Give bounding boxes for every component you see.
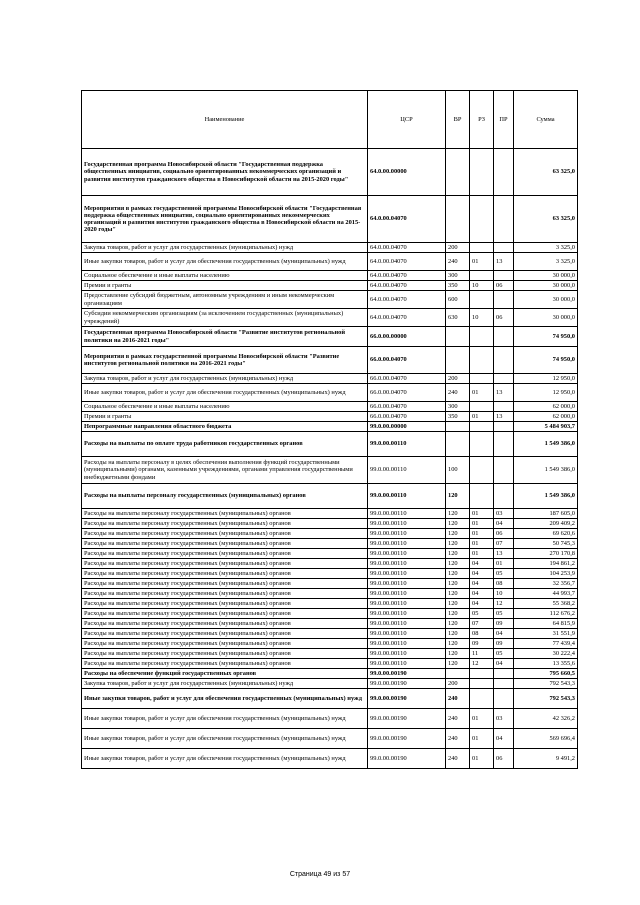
table-row <box>82 422 578 432</box>
cell-pr <box>494 422 514 432</box>
cell-name: Премии и гранты <box>82 412 368 422</box>
table-row <box>82 384 578 402</box>
cell-sum: 5 484 903,7 <box>514 422 578 432</box>
cell-sum: 62 000,0 <box>514 402 578 412</box>
cell-name: Закупка товаров, работ и услуг для государственных (муниципальных) нужд <box>82 243 368 253</box>
cell-sum: 69 620,6 <box>514 529 578 539</box>
cell-csr: 99.0.00.00110 <box>368 484 446 509</box>
cell-csr: 66.0.00.00000 <box>368 327 446 347</box>
header-pr: ПР <box>494 91 514 149</box>
cell-name: Расходы на выплаты персоналу государственных (муниципальных) органов <box>82 579 368 589</box>
cell-name: Расходы на выплаты персоналу государственных (муниципальных) органов <box>82 509 368 519</box>
cell-csr: 66.0.00.04070 <box>368 384 446 402</box>
cell-rz <box>470 243 494 253</box>
cell-name: Иные закупки товаров, работ и услуг для обеспечения государственных (муниципальных) нужд <box>82 729 368 749</box>
cell-vr: 200 <box>446 374 470 384</box>
cell-name: Расходы на выплаты персоналу государственных (муниципальных) органов <box>82 649 368 659</box>
cell-vr: 120 <box>446 519 470 529</box>
cell-csr: 99.0.00.00000 <box>368 422 446 432</box>
cell-name: Расходы на выплаты персоналу государственных (муниципальных) органов <box>82 519 368 529</box>
cell-rz <box>470 484 494 509</box>
cell-pr <box>494 484 514 509</box>
table-row <box>82 327 578 347</box>
cell-rz: 01 <box>470 509 494 519</box>
cell-sum: 12 950,0 <box>514 384 578 402</box>
table-row <box>82 402 578 412</box>
cell-vr: 100 <box>446 457 470 484</box>
cell-csr: 99.0.00.00110 <box>368 559 446 569</box>
cell-vr: 120 <box>446 609 470 619</box>
cell-csr: 99.0.00.00110 <box>368 539 446 549</box>
cell-name: Расходы на выплаты персоналу государственных (муниципальных) органов <box>82 559 368 569</box>
cell-pr: 13 <box>494 549 514 559</box>
cell-name: Мероприятия в рамках государственной программы Новосибирской области "Развитие институтов региональной политики на 2016-2021 годы" <box>82 347 368 374</box>
cell-rz <box>470 432 494 457</box>
cell-sum: 795 660,5 <box>514 669 578 679</box>
cell-rz <box>470 679 494 689</box>
cell-vr: 120 <box>446 579 470 589</box>
cell-rz: 04 <box>470 599 494 609</box>
cell-sum: 63 325,0 <box>514 149 578 196</box>
cell-name: Расходы на выплаты персоналу государственных (муниципальных) органов <box>82 529 368 539</box>
cell-csr: 66.0.00.04070 <box>368 347 446 374</box>
cell-sum: 270 170,8 <box>514 549 578 559</box>
cell-name: Расходы на выплаты персоналу государственных (муниципальных) органов <box>82 484 368 509</box>
cell-pr <box>494 689 514 709</box>
cell-rz <box>470 402 494 412</box>
cell-name: Иные закупки товаров, работ и услуг для обеспечения государственных (муниципальных) нужд <box>82 689 368 709</box>
cell-sum: 1 549 386,0 <box>514 457 578 484</box>
cell-sum: 104 253,9 <box>514 569 578 579</box>
cell-sum: 3 325,0 <box>514 243 578 253</box>
cell-rz <box>470 457 494 484</box>
cell-sum: 31 551,9 <box>514 629 578 639</box>
cell-name: Расходы на выплаты персоналу государственных (муниципальных) органов <box>82 589 368 599</box>
cell-vr: 240 <box>446 253 470 271</box>
cell-rz <box>470 271 494 281</box>
cell-sum: 194 861,2 <box>514 559 578 569</box>
cell-csr: 64.0.00.04070 <box>368 271 446 281</box>
cell-sum: 30 222,4 <box>514 649 578 659</box>
cell-name: Расходы на выплаты персоналу в целях обеспечения выполнения функций государственными (муниципальными) органами, казенными учреждениями, органами управления государственными внебюджетными фондами <box>82 457 368 484</box>
cell-pr <box>494 679 514 689</box>
table-row <box>82 347 578 374</box>
cell-rz: 07 <box>470 619 494 629</box>
cell-pr: 05 <box>494 609 514 619</box>
cell-vr <box>446 196 470 243</box>
cell-name: Закупка товаров, работ и услуг для государственных (муниципальных) нужд <box>82 374 368 384</box>
cell-csr: 99.0.00.00110 <box>368 619 446 629</box>
cell-sum: 55 368,2 <box>514 599 578 609</box>
cell-vr: 120 <box>446 619 470 629</box>
table-row <box>82 509 578 519</box>
table-row <box>82 709 578 729</box>
cell-rz: 01 <box>470 749 494 769</box>
table-row <box>82 271 578 281</box>
cell-sum: 792 543,3 <box>514 689 578 709</box>
cell-rz <box>470 149 494 196</box>
cell-csr: 99.0.00.00110 <box>368 589 446 599</box>
table-row <box>82 457 578 484</box>
cell-csr: 66.0.00.04070 <box>368 374 446 384</box>
cell-sum: 77 439,4 <box>514 639 578 649</box>
table-row <box>82 374 578 384</box>
cell-csr: 99.0.00.00110 <box>368 639 446 649</box>
cell-rz: 01 <box>470 539 494 549</box>
table-row <box>82 749 578 769</box>
cell-name: Непрограммные направления областного бюджета <box>82 422 368 432</box>
cell-vr: 120 <box>446 649 470 659</box>
cell-sum: 187 605,0 <box>514 509 578 519</box>
cell-csr: 99.0.00.00110 <box>368 457 446 484</box>
table-row <box>82 679 578 689</box>
cell-pr: 12 <box>494 599 514 609</box>
cell-csr: 64.0.00.04070 <box>368 291 446 309</box>
table-row <box>82 529 578 539</box>
cell-rz: 04 <box>470 579 494 589</box>
cell-pr <box>494 271 514 281</box>
cell-pr <box>494 347 514 374</box>
cell-rz: 01 <box>470 729 494 749</box>
cell-csr: 99.0.00.00110 <box>368 432 446 457</box>
cell-name: Расходы на выплаты персоналу государственных (муниципальных) органов <box>82 639 368 649</box>
cell-sum: 50 745,3 <box>514 539 578 549</box>
cell-name: Иные закупки товаров, работ и услуг для обеспечения государственных (муниципальных) нужд <box>82 253 368 271</box>
cell-csr: 64.0.00.00000 <box>368 149 446 196</box>
table-row <box>82 729 578 749</box>
cell-csr: 66.0.00.04070 <box>368 402 446 412</box>
cell-vr: 200 <box>446 243 470 253</box>
cell-pr: 06 <box>494 749 514 769</box>
cell-csr: 99.0.00.00190 <box>368 669 446 679</box>
cell-csr: 99.0.00.00110 <box>368 649 446 659</box>
table-row <box>82 589 578 599</box>
table-row <box>82 649 578 659</box>
table-row <box>82 619 578 629</box>
table-row <box>82 559 578 569</box>
cell-sum: 12 950,0 <box>514 374 578 384</box>
cell-pr <box>494 291 514 309</box>
table-row <box>82 569 578 579</box>
cell-rz: 04 <box>470 589 494 599</box>
cell-pr: 03 <box>494 709 514 729</box>
cell-vr: 350 <box>446 412 470 422</box>
cell-pr: 06 <box>494 529 514 539</box>
cell-vr <box>446 347 470 374</box>
cell-csr: 99.0.00.00190 <box>368 679 446 689</box>
cell-vr: 240 <box>446 709 470 729</box>
cell-csr: 99.0.00.00110 <box>368 629 446 639</box>
cell-vr <box>446 422 470 432</box>
cell-pr <box>494 402 514 412</box>
table-row <box>82 253 578 271</box>
cell-name: Расходы на выплаты персоналу государственных (муниципальных) органов <box>82 569 368 579</box>
header-sum: Сумма <box>514 91 578 149</box>
cell-csr: 66.0.00.04070 <box>368 412 446 422</box>
cell-pr <box>494 243 514 253</box>
cell-pr <box>494 669 514 679</box>
cell-vr: 120 <box>446 589 470 599</box>
cell-rz: 01 <box>470 253 494 271</box>
table-row <box>82 659 578 669</box>
cell-vr: 120 <box>446 569 470 579</box>
cell-vr: 120 <box>446 549 470 559</box>
cell-pr: 09 <box>494 619 514 629</box>
table-row <box>82 629 578 639</box>
cell-rz: 01 <box>470 384 494 402</box>
table-row <box>82 196 578 243</box>
cell-sum: 74 950,0 <box>514 347 578 374</box>
cell-pr <box>494 457 514 484</box>
cell-csr: 64.0.00.04070 <box>368 281 446 291</box>
table-row <box>82 243 578 253</box>
table-row <box>82 484 578 509</box>
cell-name: Расходы на обеспечение функций государственных органов <box>82 669 368 679</box>
cell-rz: 12 <box>470 659 494 669</box>
cell-pr <box>494 327 514 347</box>
table-header-row <box>82 91 578 149</box>
cell-vr: 120 <box>446 539 470 549</box>
cell-vr: 120 <box>446 509 470 519</box>
cell-name: Субсидии некоммерческим организациям (за исключением государственных (муниципальных) учреждений) <box>82 309 368 327</box>
cell-rz <box>470 669 494 679</box>
cell-csr: 64.0.00.04070 <box>368 253 446 271</box>
table-row <box>82 412 578 422</box>
cell-pr: 04 <box>494 629 514 639</box>
cell-rz <box>470 291 494 309</box>
cell-csr: 99.0.00.00110 <box>368 609 446 619</box>
cell-vr: 630 <box>446 309 470 327</box>
cell-rz <box>470 422 494 432</box>
cell-pr: 03 <box>494 509 514 519</box>
header-rz: РЗ <box>470 91 494 149</box>
cell-rz: 01 <box>470 709 494 729</box>
cell-name: Иные закупки товаров, работ и услуг для обеспечения государственных (муниципальных) нужд <box>82 749 368 769</box>
cell-rz: 01 <box>470 412 494 422</box>
cell-rz <box>470 327 494 347</box>
cell-sum: 9 491,2 <box>514 749 578 769</box>
header-vr: ВР <box>446 91 470 149</box>
cell-name: Закупка товаров, работ и услуг для государственных (муниципальных) нужд <box>82 679 368 689</box>
cell-csr: 99.0.00.00110 <box>368 579 446 589</box>
cell-sum: 30 000,0 <box>514 291 578 309</box>
cell-vr: 120 <box>446 484 470 509</box>
cell-sum: 209 409,2 <box>514 519 578 529</box>
cell-name: Государственная программа Новосибирской области "Развитие институтов региональной политики на 2016-2021 годы" <box>82 327 368 347</box>
cell-pr: 05 <box>494 649 514 659</box>
cell-pr <box>494 196 514 243</box>
cell-rz: 04 <box>470 569 494 579</box>
cell-csr: 64.0.00.04070 <box>368 243 446 253</box>
cell-name: Социальное обеспечение и иные выплаты населению <box>82 271 368 281</box>
cell-sum: 1 549 386,0 <box>514 484 578 509</box>
table-row <box>82 432 578 457</box>
cell-sum: 569 696,4 <box>514 729 578 749</box>
cell-vr: 350 <box>446 281 470 291</box>
cell-csr: 64.0.00.04070 <box>368 309 446 327</box>
cell-name: Предоставление субсидий бюджетным, автономным учреждениям и иным некоммерческим организациям <box>82 291 368 309</box>
budget-table <box>81 90 578 769</box>
cell-name: Иные закупки товаров, работ и услуг для обеспечения государственных (муниципальных) нужд <box>82 709 368 729</box>
cell-name: Социальное обеспечение и иные выплаты населению <box>82 402 368 412</box>
cell-rz: 01 <box>470 549 494 559</box>
cell-vr: 200 <box>446 679 470 689</box>
cell-vr <box>446 432 470 457</box>
cell-vr: 300 <box>446 271 470 281</box>
cell-rz <box>470 374 494 384</box>
cell-rz: 05 <box>470 609 494 619</box>
cell-vr: 120 <box>446 629 470 639</box>
cell-sum: 13 355,6 <box>514 659 578 669</box>
cell-sum: 42 326,2 <box>514 709 578 729</box>
cell-sum: 3 325,0 <box>514 253 578 271</box>
cell-rz: 04 <box>470 559 494 569</box>
table-row <box>82 281 578 291</box>
table-row <box>82 639 578 649</box>
cell-rz <box>470 196 494 243</box>
cell-pr: 13 <box>494 384 514 402</box>
cell-vr: 120 <box>446 639 470 649</box>
cell-vr: 600 <box>446 291 470 309</box>
cell-pr: 13 <box>494 253 514 271</box>
cell-vr: 240 <box>446 749 470 769</box>
cell-rz <box>470 689 494 709</box>
cell-sum: 30 000,0 <box>514 271 578 281</box>
table-row <box>82 609 578 619</box>
cell-pr: 05 <box>494 569 514 579</box>
table-row <box>82 519 578 529</box>
cell-name: Расходы на выплаты персоналу государственных (муниципальных) органов <box>82 609 368 619</box>
cell-rz <box>470 347 494 374</box>
cell-rz: 01 <box>470 529 494 539</box>
cell-pr <box>494 374 514 384</box>
cell-csr: 99.0.00.00190 <box>368 729 446 749</box>
cell-vr: 300 <box>446 402 470 412</box>
cell-csr: 99.0.00.00110 <box>368 569 446 579</box>
cell-sum: 30 000,0 <box>514 281 578 291</box>
table-row <box>82 149 578 196</box>
cell-vr <box>446 149 470 196</box>
cell-rz: 11 <box>470 649 494 659</box>
cell-pr <box>494 149 514 196</box>
cell-vr: 240 <box>446 689 470 709</box>
cell-sum: 44 993,7 <box>514 589 578 599</box>
table-row <box>82 549 578 559</box>
cell-name: Расходы на выплаты персоналу государственных (муниципальных) органов <box>82 629 368 639</box>
cell-sum: 64 815,9 <box>514 619 578 629</box>
cell-rz: 09 <box>470 639 494 649</box>
cell-pr: 04 <box>494 659 514 669</box>
page-number: Страница 49 из 57 <box>289 871 351 878</box>
cell-name: Расходы на выплаты персоналу государственных (муниципальных) органов <box>82 549 368 559</box>
cell-vr: 120 <box>446 529 470 539</box>
cell-name: Расходы на выплаты персоналу государственных (муниципальных) органов <box>82 539 368 549</box>
cell-vr: 120 <box>446 559 470 569</box>
cell-vr: 120 <box>446 659 470 669</box>
cell-sum: 792 543,3 <box>514 679 578 689</box>
cell-pr: 01 <box>494 559 514 569</box>
cell-name: Мероприятия в рамках государственной программы Новосибирской области "Государственная поддержка общественных инициатив, социально ориентированных некоммерческих организаций и развития институтов гражданского общества в Новосибирской области на 2015-2020 годы" <box>82 196 368 243</box>
table-row <box>82 291 578 309</box>
cell-csr: 64.0.00.04070 <box>368 196 446 243</box>
cell-csr: 99.0.00.00110 <box>368 509 446 519</box>
cell-pr: 09 <box>494 639 514 649</box>
cell-sum: 63 325,0 <box>514 196 578 243</box>
cell-name: Иные закупки товаров, работ и услуг для обеспечения государственных (муниципальных) нужд <box>82 384 368 402</box>
table-row <box>82 689 578 709</box>
cell-rz: 10 <box>470 281 494 291</box>
cell-csr: 99.0.00.00190 <box>368 689 446 709</box>
cell-pr: 07 <box>494 539 514 549</box>
cell-vr: 120 <box>446 599 470 609</box>
cell-name: Государственная программа Новосибирской области "Государственная поддержка общественных инициатив, социально ориентированных некоммерческих организаций и развития институтов гражданского общества в Новосибирской области на 2015-2020 годы" <box>82 149 368 196</box>
cell-sum: 62 000,0 <box>514 412 578 422</box>
cell-name: Расходы на выплаты по оплате труда работников государственных органов <box>82 432 368 457</box>
cell-pr: 04 <box>494 729 514 749</box>
cell-rz: 10 <box>470 309 494 327</box>
cell-sum: 74 950,0 <box>514 327 578 347</box>
table-row <box>82 309 578 327</box>
cell-vr <box>446 669 470 679</box>
table-row <box>82 539 578 549</box>
cell-sum: 30 000,0 <box>514 309 578 327</box>
cell-csr: 99.0.00.00190 <box>368 749 446 769</box>
cell-sum: 112 676,2 <box>514 609 578 619</box>
cell-csr: 99.0.00.00190 <box>368 709 446 729</box>
cell-pr: 13 <box>494 412 514 422</box>
header-name: Наименование <box>82 91 368 149</box>
cell-csr: 99.0.00.00110 <box>368 549 446 559</box>
cell-sum: 32 356,7 <box>514 579 578 589</box>
cell-sum: 1 549 386,0 <box>514 432 578 457</box>
cell-vr: 240 <box>446 729 470 749</box>
cell-pr: 08 <box>494 579 514 589</box>
cell-name: Расходы на выплаты персоналу государственных (муниципальных) органов <box>82 599 368 609</box>
cell-pr: 06 <box>494 309 514 327</box>
cell-vr: 240 <box>446 384 470 402</box>
header-csr: ЦСР <box>368 91 446 149</box>
cell-csr: 99.0.00.00110 <box>368 659 446 669</box>
cell-pr: 04 <box>494 519 514 529</box>
cell-vr <box>446 327 470 347</box>
table-row <box>82 599 578 609</box>
cell-pr <box>494 432 514 457</box>
cell-csr: 99.0.00.00110 <box>368 599 446 609</box>
table-row <box>82 579 578 589</box>
cell-rz: 08 <box>470 629 494 639</box>
cell-name: Премии и гранты <box>82 281 368 291</box>
table-row <box>82 669 578 679</box>
cell-pr: 10 <box>494 589 514 599</box>
cell-csr: 99.0.00.00110 <box>368 519 446 529</box>
cell-pr: 06 <box>494 281 514 291</box>
cell-csr: 99.0.00.00110 <box>368 529 446 539</box>
cell-name: Расходы на выплаты персоналу государственных (муниципальных) органов <box>82 619 368 629</box>
cell-rz: 01 <box>470 519 494 529</box>
cell-name: Расходы на выплаты персоналу государственных (муниципальных) органов <box>82 659 368 669</box>
